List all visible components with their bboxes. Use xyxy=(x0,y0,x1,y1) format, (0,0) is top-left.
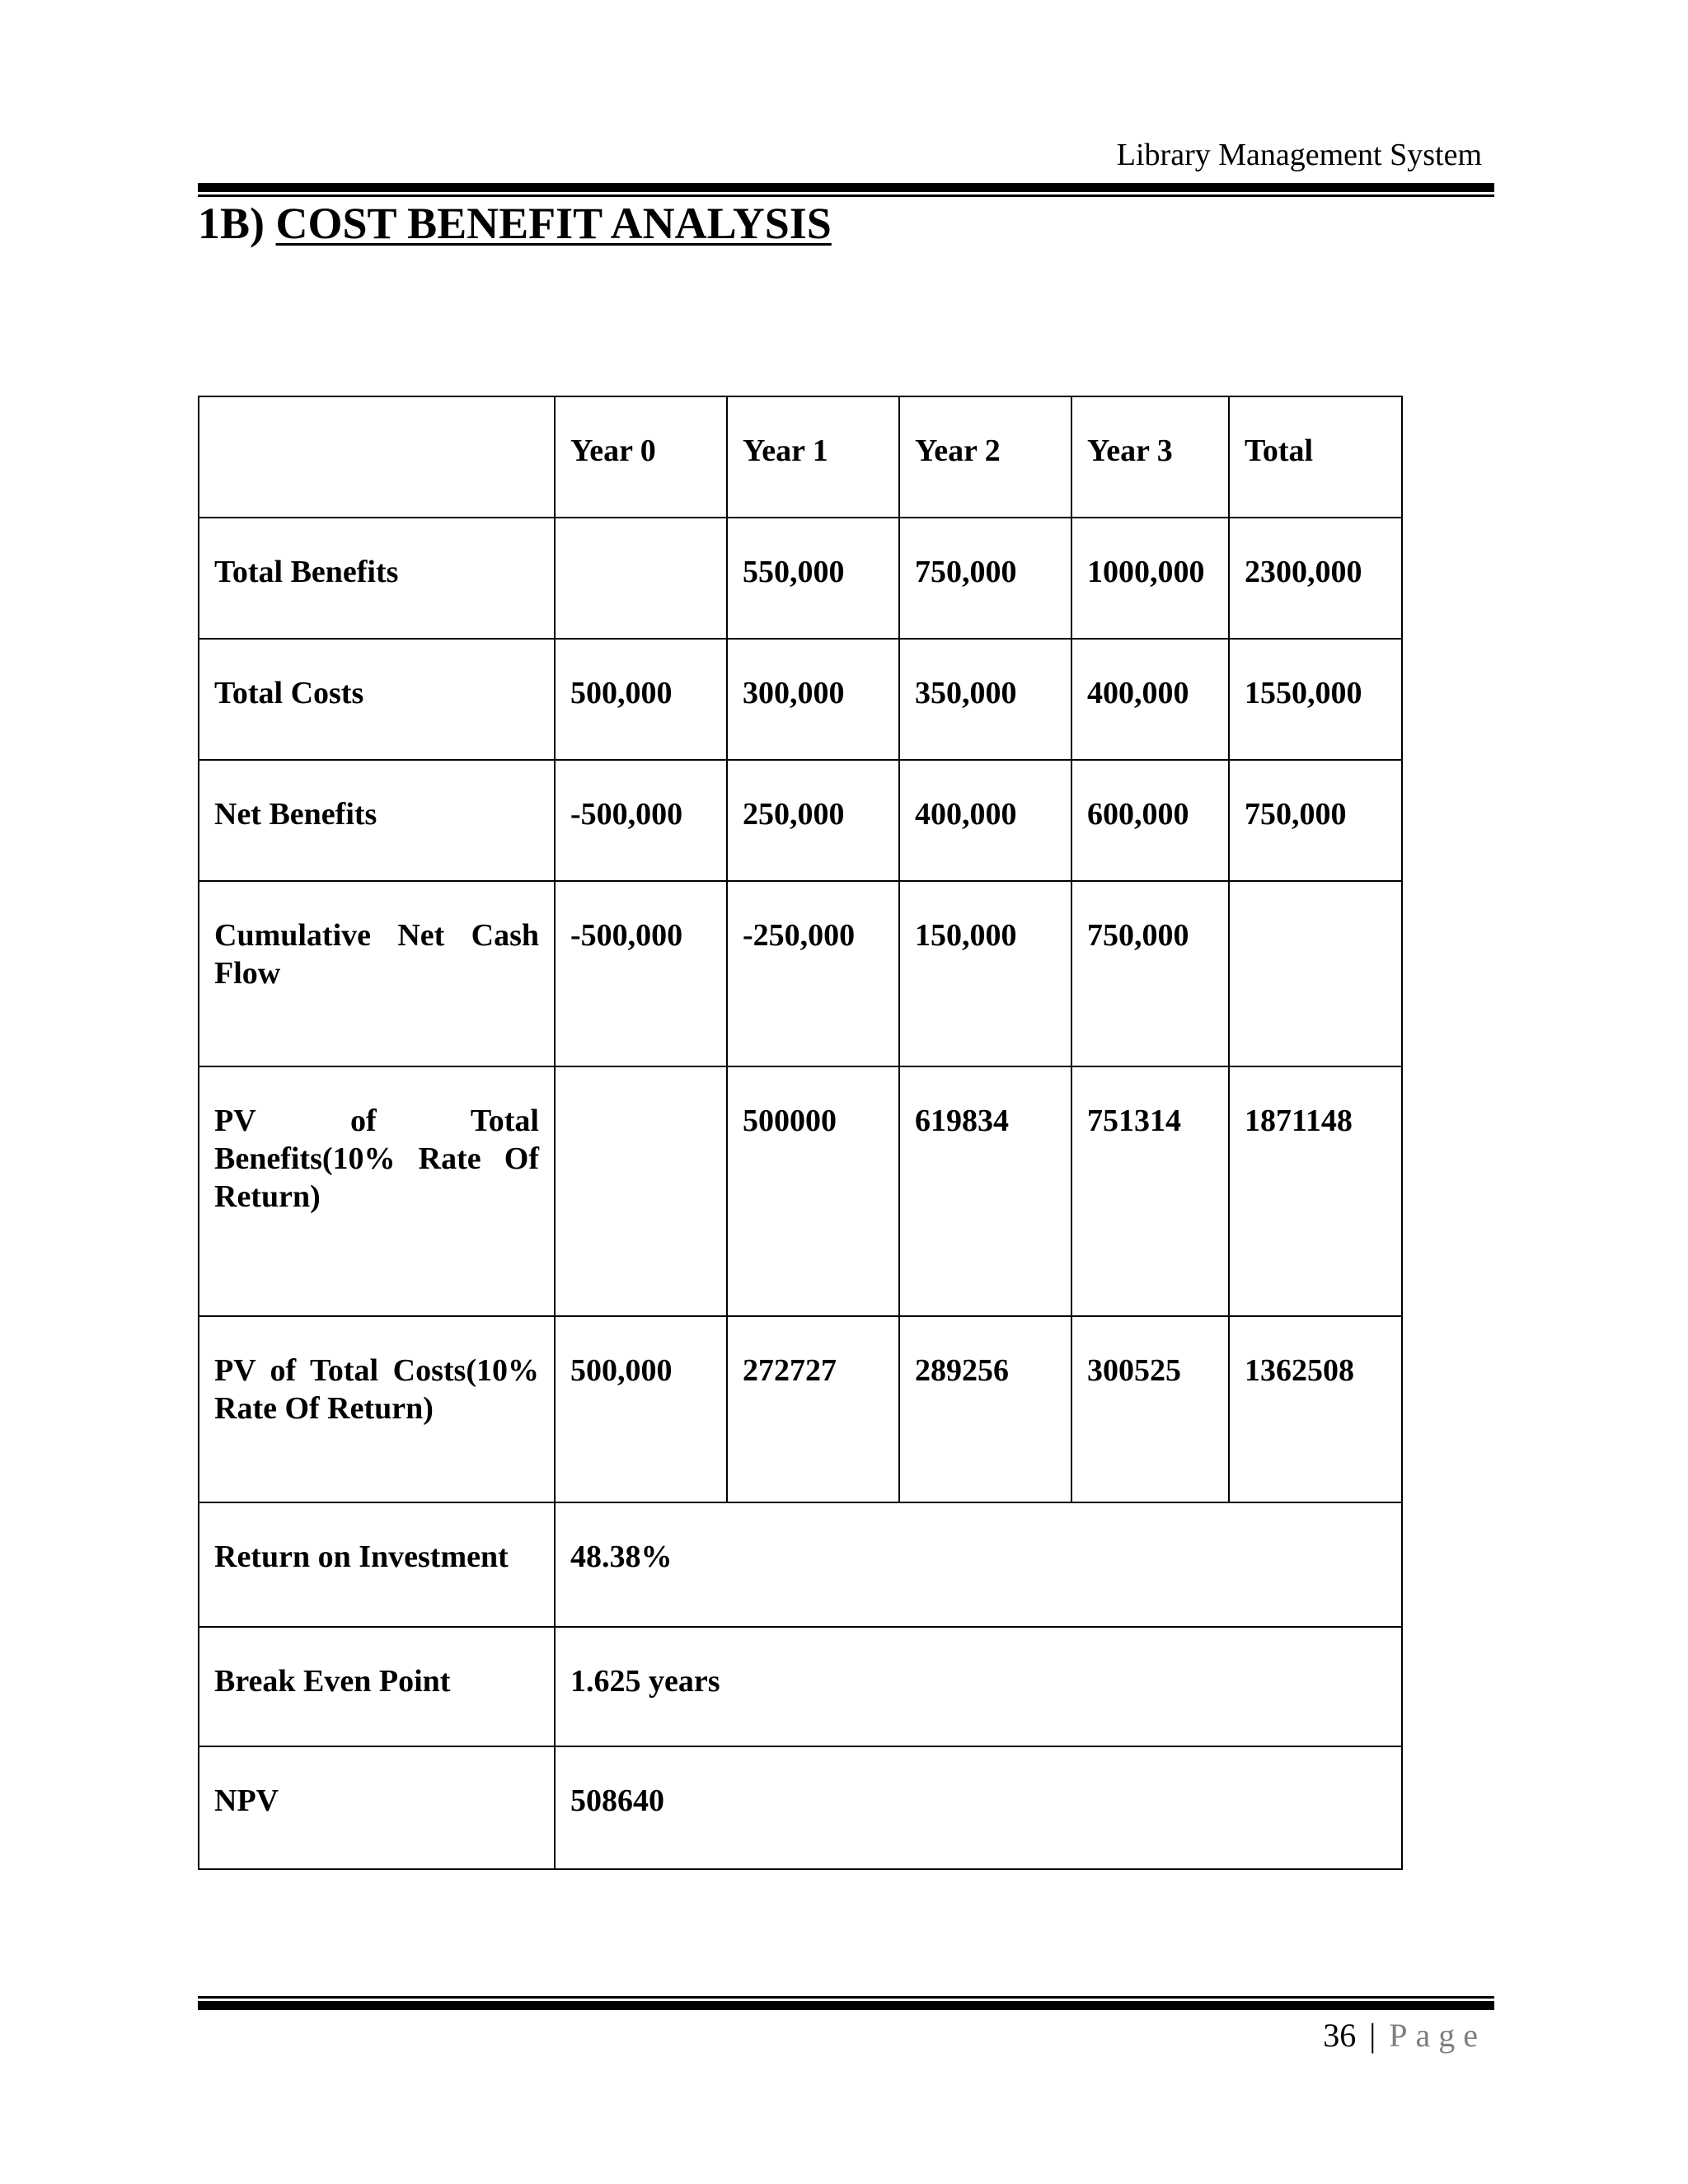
row-label: Total Costs xyxy=(199,639,555,760)
table-row-net-benefits xyxy=(199,760,1402,881)
page-number: 36 xyxy=(1323,2017,1357,2054)
table-row-total-costs xyxy=(199,639,1402,760)
table-cell: -500,000 xyxy=(555,881,727,1066)
table-row-return-on-investment xyxy=(199,1502,1402,1627)
table-cell: 289256 xyxy=(899,1316,1071,1502)
header-cell-year-2: Year 2 xyxy=(899,396,1071,518)
row-label: Total Benefits xyxy=(199,518,555,639)
row-label: PV of Total Benefits(10% Rate Of Return) xyxy=(199,1066,555,1316)
table-row-npv xyxy=(199,1746,1402,1869)
table-row-pv-total-costs xyxy=(199,1316,1402,1502)
row-label: NPV xyxy=(199,1746,555,1869)
cost-benefit-table xyxy=(198,396,1403,1870)
table-cell: 1362508 xyxy=(1229,1316,1402,1502)
table-cell: 250,000 xyxy=(727,760,899,881)
table-cell: 1871148 xyxy=(1229,1066,1402,1316)
summary-value: 48.38% xyxy=(555,1502,1402,1627)
table-cell: -500,000 xyxy=(555,760,727,881)
header-cell-empty xyxy=(199,396,555,518)
table-cell: 619834 xyxy=(899,1066,1071,1316)
table-cell: 500000 xyxy=(727,1066,899,1316)
row-label: PV of Total Costs(10% Rate Of Return) xyxy=(199,1316,555,1502)
table-cell xyxy=(555,518,727,639)
table-cell: 500,000 xyxy=(555,639,727,760)
header-cell-year-3: Year 3 xyxy=(1071,396,1229,518)
table-cell: 750,000 xyxy=(1071,881,1229,1066)
section-title xyxy=(198,198,832,249)
table-cell: 150,000 xyxy=(899,881,1071,1066)
table-cell: 400,000 xyxy=(899,760,1071,881)
section-number: 1B) xyxy=(198,199,265,248)
table-cell: 272727 xyxy=(727,1316,899,1502)
row-label: Net Benefits xyxy=(199,760,555,881)
table-cell: 2300,000 xyxy=(1229,518,1402,639)
row-label: Cumulative Net Cash Flow xyxy=(199,881,555,1066)
header-divider xyxy=(198,183,1494,197)
table-row-break-even-point xyxy=(199,1627,1402,1746)
table-cell xyxy=(1229,881,1402,1066)
header-cell-year-0: Year 0 xyxy=(555,396,727,518)
table-cell: 550,000 xyxy=(727,518,899,639)
table-cell: 300,000 xyxy=(727,639,899,760)
table-cell: 300525 xyxy=(1071,1316,1229,1502)
table-row-total-benefits xyxy=(199,518,1402,639)
table-row-cumulative-net-cash-flow xyxy=(199,881,1402,1066)
page-separator: | xyxy=(1369,2017,1376,2054)
table-header-row xyxy=(199,396,1402,518)
summary-value: 508640 xyxy=(555,1746,1402,1869)
table-cell: 1550,000 xyxy=(1229,639,1402,760)
header-cell-year-1: Year 1 xyxy=(727,396,899,518)
header-cell-total: Total xyxy=(1229,396,1402,518)
running-header: Library Management System xyxy=(1116,138,1482,172)
summary-value: 1.625 years xyxy=(555,1627,1402,1746)
table-cell: 400,000 xyxy=(1071,639,1229,760)
footer-divider xyxy=(198,1996,1494,2010)
page-word: Page xyxy=(1389,2017,1486,2054)
row-label: Break Even Point xyxy=(199,1627,555,1746)
table-row-pv-total-benefits xyxy=(199,1066,1402,1316)
table-cell: 1000,000 xyxy=(1071,518,1229,639)
row-label: Return on Investment xyxy=(199,1502,555,1627)
table-cell: 751314 xyxy=(1071,1066,1229,1316)
page-footer xyxy=(1323,2016,1486,2055)
table-cell: 750,000 xyxy=(899,518,1071,639)
table-cell: 500,000 xyxy=(555,1316,727,1502)
table-cell: 750,000 xyxy=(1229,760,1402,881)
section-title-text: COST BENEFIT ANALYSIS xyxy=(275,199,832,248)
table-cell: -250,000 xyxy=(727,881,899,1066)
table-cell: 600,000 xyxy=(1071,760,1229,881)
table-cell xyxy=(555,1066,727,1316)
table-cell: 350,000 xyxy=(899,639,1071,760)
